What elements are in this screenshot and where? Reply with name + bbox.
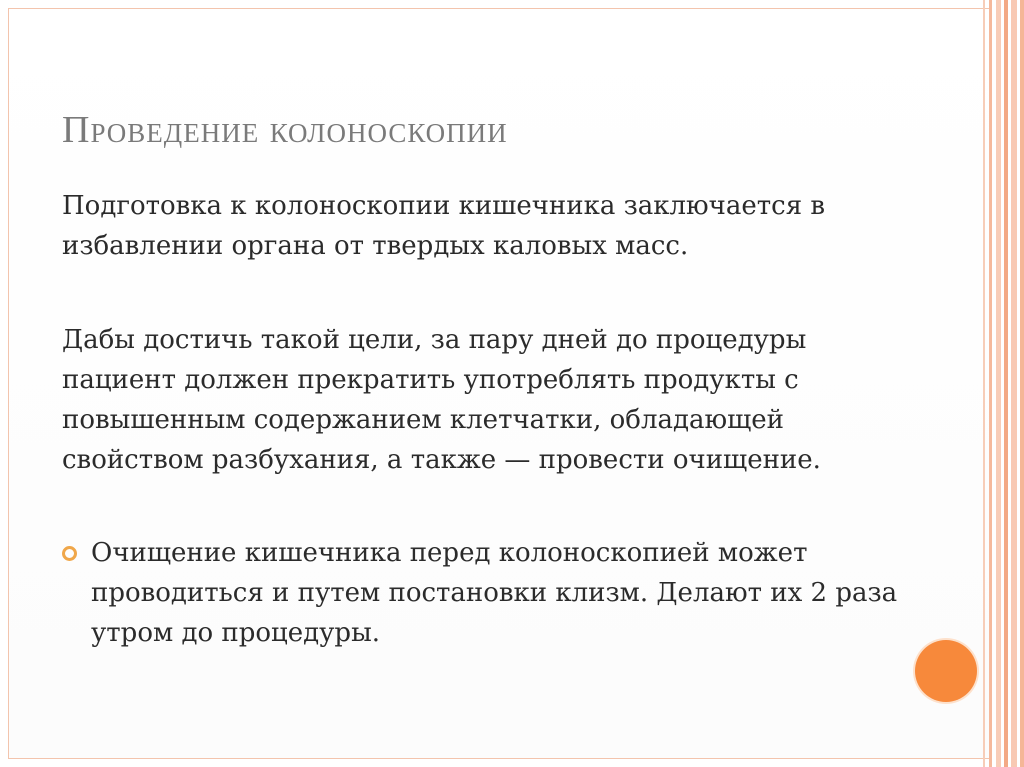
slide-title: Проведение колоноскопии: [62, 109, 508, 151]
border-stripe: [983, 0, 985, 767]
border-stripe: [1004, 0, 1008, 767]
decorative-circle-icon: [915, 640, 977, 702]
paragraph-diet: Дабы достичь такой цели, за пару дней до процедуры пациент должен прекратить употреблять продукты с повышенным содержанием клетчатки, обладающей свойством разбухания, а также — провести очищение.: [62, 325, 821, 475]
border-stripe: [989, 0, 992, 767]
paragraph-preparation: Подготовка к колоноскопии кишечника заключается в избавлении органа от твердых каловых масс.: [62, 191, 826, 261]
bullet-text: Очищение кишечника перед колоноскопией может проводиться и путем постановки клизм. Делают их 2 раза утром до процедуры.: [91, 538, 898, 648]
border-stripe: [1020, 0, 1024, 767]
border-stripe: [996, 0, 1001, 767]
bullet-ring-icon: [62, 546, 77, 561]
border-stripe: [1011, 0, 1017, 767]
